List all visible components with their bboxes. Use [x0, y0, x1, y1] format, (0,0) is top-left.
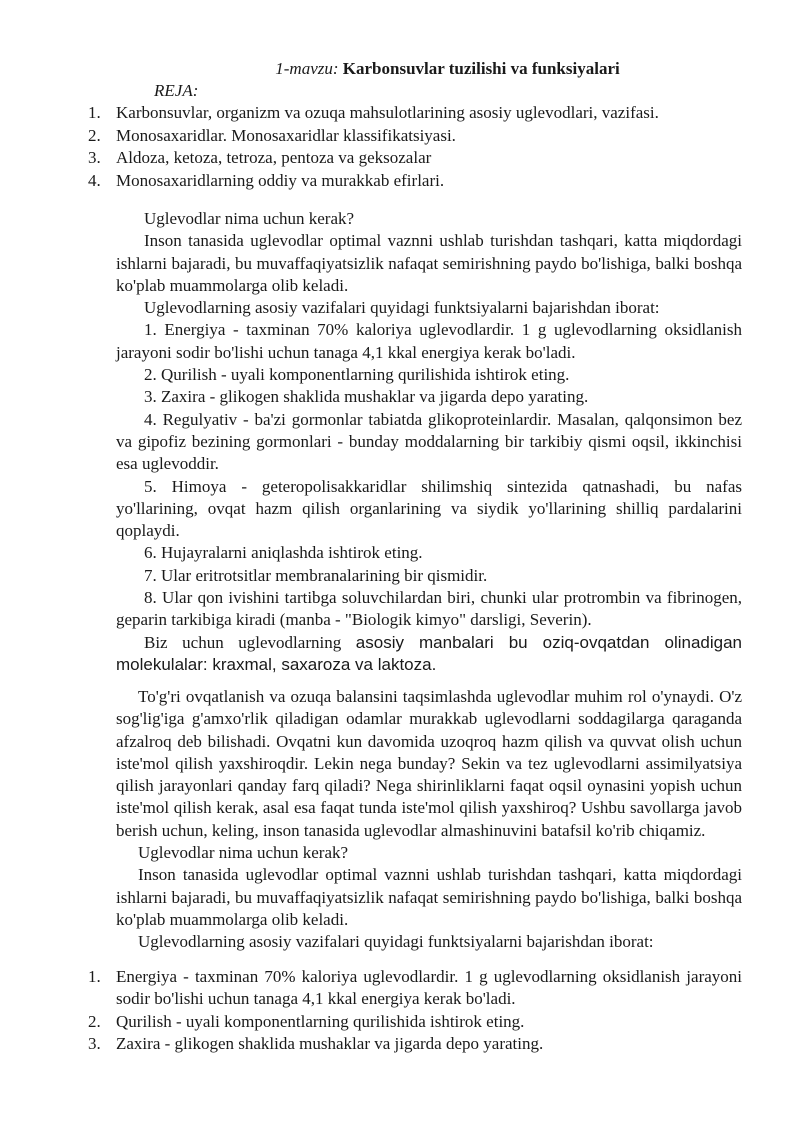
plan-item-number: 1. [88, 103, 101, 122]
function-text: Energiya - taxminan 70% kaloriya uglevodlardir. 1 g uglevodlarning oksidlanish jarayoni sodir bo'lishi uchun tanaga 4,1 kkal energiya kerak bo'ladi. [116, 967, 742, 1009]
sources-paragraph [116, 632, 742, 677]
plan-item [88, 125, 748, 148]
plan-list [88, 102, 748, 192]
plan-heading: REJA: [154, 81, 199, 100]
function-item: 8. Ular qon ivishini tartibga soluvchilardan biri, chunki ular protrombin va fibrinogen, geparin tarkibiga kiradi (manba - "Biologik kimyo" darsligi, Severin). [116, 588, 742, 630]
function-list-item [88, 1011, 742, 1033]
plan-item [88, 170, 748, 193]
function-number: 2. [88, 1011, 101, 1031]
section-paragraph: To'g'ri ovqatlanish va ozuqa balansini taqsimlashda uglevodlar muhim rol o'ynaydi. O'z sog'lig'iga g'amxo'rlik qiladigan odamlar murakkab uglevodlarni soddagilarga qaraganda afzalroq deb bilishadi. Ovqatni kun davomida uzoqroq hazm qilish va quvvat olish uchun iste'mol qilish yaxshiroqdir. Lekin nega bunday? Sekin va tez uglevodlarni assimilyatsiya qilish jarayonlari qanday farq qiladi? Nega shirinliklarni faqat oqsil oynasini yopish uchun iste'mol qilish kerak, asal esa faqat tunda iste'mol qilish yaxshiroq? Ushbu savollarga javob berish uchun, keling, inson tanasida uglevodlar almashinuvini batafsil ko'rib chiqamiz. [116, 687, 742, 840]
section-intro: Inson tanasida uglevodlar optimal vaznni ushlab turishdan tashqari, katta miqdordagi ishlarni bajaradi, bu muvaffaqiyatsizlik nafaqat semirishning paydo bo'lishiga, balki boshqa ko'plab muammolarga olib keladi. [116, 865, 742, 929]
page-title [0, 58, 800, 80]
functions-lead: Uglevodlarning asosiy vazifalari quyidagi funktsiyalarni bajarishdan iborat: [138, 932, 654, 952]
functions-list [88, 966, 742, 1055]
section-one [116, 208, 742, 676]
function-item: 2. Qurilish - uyali komponentlarning qurilishida ishtirok eting. [144, 365, 570, 385]
section-two [116, 686, 742, 954]
title-topic-label: 1-mavzu: [275, 59, 339, 78]
functions-lead: Uglevodlarning asosiy vazifalari quyidagi funktsiyalarni bajarishdan iborat: [144, 298, 660, 318]
function-list-item [88, 966, 742, 1011]
plan-item-number: 2. [88, 125, 101, 145]
plan-item [88, 147, 748, 170]
section-question: Uglevodlar nima uchun kerak? [138, 843, 349, 863]
function-list-item [88, 1033, 742, 1055]
section-intro: Inson tanasida uglevodlar optimal vaznni ushlab turishdan tashqari, katta miqdordagi ishlarni bajaradi, bu muvaffaqiyatsizlik nafaqat semirishning paydo bo'lishiga, balki boshqa ko'plab muammolarga olib keladi. [116, 231, 742, 295]
function-text: Qurilish - uyali komponentlarning qurilishida ishtirok eting. [116, 1011, 525, 1031]
section-question: Uglevodlar nima uchun kerak? [144, 209, 355, 228]
sources-text: asosiy manbalari bu oziq-ovqatdan olinadigan molekulalar: kraxmal, saxaroza va laktoza. [116, 632, 743, 674]
plan-item-text: Monosaxaridlarning oddiy va murakkab efirlari. [116, 170, 445, 190]
plan-item-number: 4. [88, 170, 101, 190]
sources-lead: Biz uchun uglevodlarning [144, 632, 342, 652]
function-item: 6. Hujayralarni aniqlashda ishtirok eting. [144, 543, 423, 563]
function-text: Zaxira - glikogen shaklida mushaklar va jigarda depo yarating. [116, 1033, 544, 1053]
function-item: 1. Energiya - taxminan 70% kaloriya uglevodlardir. 1 g uglevodlarning oksidlanish jarayoni sodir bo'lishi uchun tanaga 4,1 kkal energiya kerak bo'ladi. [116, 320, 742, 362]
function-item: 5. Himoya - geteropolisakkaridlar shilimshiq sintezida qatnashadi, bu nafas yo'llarining, ovqat hazm qilish organlarining va siydik yo'llarining shilliq pardalarini qoplaydi. [116, 476, 742, 541]
function-number: 1. [88, 967, 101, 986]
plan-item [88, 102, 748, 125]
plan-item-text: Aldoza, ketoza, tetroza, pentoza va geksozalar [116, 148, 432, 167]
function-item: 3. Zaxira - glikogen shaklida mushaklar va jigarda depo yarating. [144, 387, 589, 407]
title-text: Karbonsuvlar tuzilishi va funksiyalari [342, 59, 620, 78]
plan-item-text: Karbonsuvlar, organizm va ozuqa mahsulotlarining asosiy uglevodlari, vazifasi. [116, 103, 659, 122]
function-item: 4. Regulyativ - ba'zi gormonlar tabiatda glikoproteinlardir. Masalan, qalqonsimon bez va gipofiz bezining gormonlari - bunday moddalarning bir tarkibiy qismi oqsil, ikkinchisi esa uglevoddir. [116, 409, 742, 474]
function-number: 3. [88, 1033, 101, 1053]
plan-item-number: 3. [88, 148, 101, 167]
function-item: 7. Ular eritrotsitlar membranalarining bir qismidir. [144, 565, 488, 585]
plan-item-text: Monosaxaridlar. Monosaxaridlar klassifikatsiyasi. [116, 125, 456, 145]
